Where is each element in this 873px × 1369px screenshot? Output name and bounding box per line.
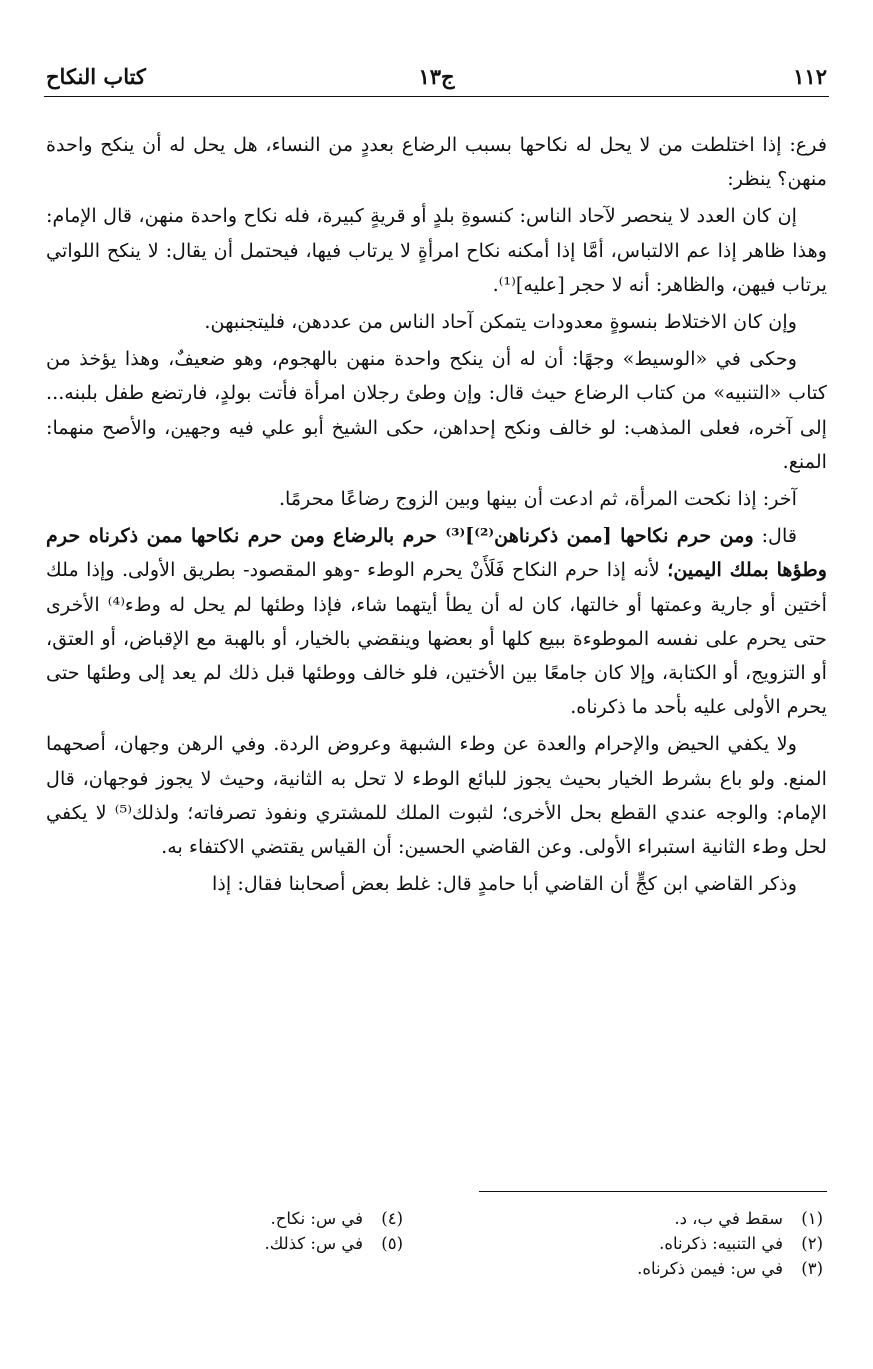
footnote-text: في س: كذلك. — [264, 1234, 363, 1253]
footnote-5 — [43, 1231, 403, 1256]
footnotes-left-column — [43, 1206, 403, 1256]
footnotes-right-column — [443, 1206, 823, 1281]
paragraph-1: فرع: إذا اختلطت من لا يحل له نكاحها بسبب الرضاع بعددٍ من النساء، هل يحل له أن ينكح واحدة منهن؟ ينظر: — [46, 133, 827, 191]
footnote-text: في س: نكاح. — [270, 1209, 363, 1228]
footnote-number: (١) — [801, 1209, 823, 1228]
footnote-number: (٢) — [801, 1234, 823, 1253]
page-number: ١١٢ — [793, 64, 827, 89]
paragraph-8: وذكر القاضي ابن كجٍّ أن القاضي أبا حامدٍ قال: غلط بعض أصحابنا فقال: إذا — [212, 872, 797, 896]
footnote-2 — [443, 1231, 823, 1256]
footnote-text: سقط في ب، د. — [674, 1209, 783, 1228]
paragraph-3: وإن كان الاختلاط بنسوةٍ معدودات يتمكن آحاد الناس من عددهن، فليتجنبهن. — [204, 310, 797, 334]
footnote-number: (٤) — [381, 1209, 403, 1228]
quote-bold-text: ومن حرم نكاحها [ممن ذكرناهن⁽²⁾]⁽³⁾ حرم بالرضاع ومن حرم نكاحها ممن ذكرناه حرم وطؤها بملك اليمين؛ — [46, 524, 827, 582]
footnote-text: في س: فيمن ذكرناه. — [637, 1259, 783, 1278]
page-header — [44, 62, 829, 97]
main-text — [46, 128, 827, 904]
footnote-4 — [43, 1206, 403, 1231]
paragraph-4: وحكى في «الوسيط» وجهًا: أن له أن ينكح واحدة منهن بالهجوم، وهو ضعيفٌ، وهذا يؤخذ من كتاب «التنبيه» من كتاب الرضاع حيث قال: وإن وطئ رجلان امرأة فأتت بولدٍ، فارتضع طفل بلبنه... إلى آخره، فعلى المذهب: لو خالف ونكح إحداهن، حكى الشيخ أبو علي فيه وجهين، والأصح منهما: المنع. — [46, 347, 827, 473]
volume-label: ج١٣ — [418, 64, 455, 89]
footnote-3 — [443, 1256, 823, 1281]
footnote-separator — [479, 1191, 827, 1192]
footnote-number: (٣) — [801, 1259, 823, 1278]
paragraph-7: ولا يكفي الحيض والإحرام والعدة عن وطء الشبهة وعروض الردة. وفي الرهن وجهان، أصحهما المنع. ولو باع بشرط الخيار بحيث يجوز للبائع الوطء لا تحل به الثانية، وحيث لا يجوز فوجهان، قال الإمام: والوجه عندي القطع بحل الأخرى؛ لثبوت الملك للمشتري ونفوذ تصرفاته؛ ولذلك⁽⁵⁾ لا يكفي لحل وطء الثانية استبراء الأولى. وعن القاضي الحسين: أن القياس يقتضي الاكتفاء به. — [46, 732, 827, 859]
book-title: كتاب النكاح — [46, 64, 146, 89]
footnote-number: (٥) — [381, 1234, 403, 1253]
paragraph-6-quote — [46, 519, 827, 724]
footnote-1 — [443, 1206, 823, 1231]
footnote-text: في التنبيه: ذكرناه. — [659, 1234, 783, 1253]
quote-rest: لأنه إذا حرم النكاح فَلَأَنْ يحرم الوطء -وهو المقصود- بطريق الأولى. وإذا ملك أختين أو جارية وعمتها أو خالتها، كان له أن يطأ أيتهما شاء، فإذا وطئها لم يحل له وطء⁽⁴⁾ الأخرى حتى يحرم على نفسه الموطوءة ببيع كلها أو بعضها وينقضي بالخيار، أو بالهبة مع الإقباض، أو العتق، أو التزويج، أو الكتابة، وإلا كان جامعًا بين الأختين، فلو خالف ووطئها قبل ذلك لم يعد إلى وطئها حتى يحرم الأولى عليه بأحد ما ذكرناه. — [46, 558, 827, 719]
paragraph-5: آخر: إذا نكحت المرأة، ثم ادعت أن بينها وبين الزوج رضاعًا محرمًا. — [278, 487, 797, 511]
paragraph-2: إن كان العدد لا ينحصر لآحاد الناس: كنسوةِ بلدٍ أو قريةٍ كبيرة، فله نكاح واحدة منهن، قال الإمام: وهذا ظاهر إذا عم الالتباس، أمَّا إذا أمكنه نكاح امرأةٍ لا يرتاب فيها، فيحتمل أن يقال: لا ينكح اللواتي يرتاب فيهن، والظاهر: أنه لا حجر [عليه]⁽¹⁾. — [46, 204, 827, 296]
quote-lead: قال: — [753, 524, 797, 548]
